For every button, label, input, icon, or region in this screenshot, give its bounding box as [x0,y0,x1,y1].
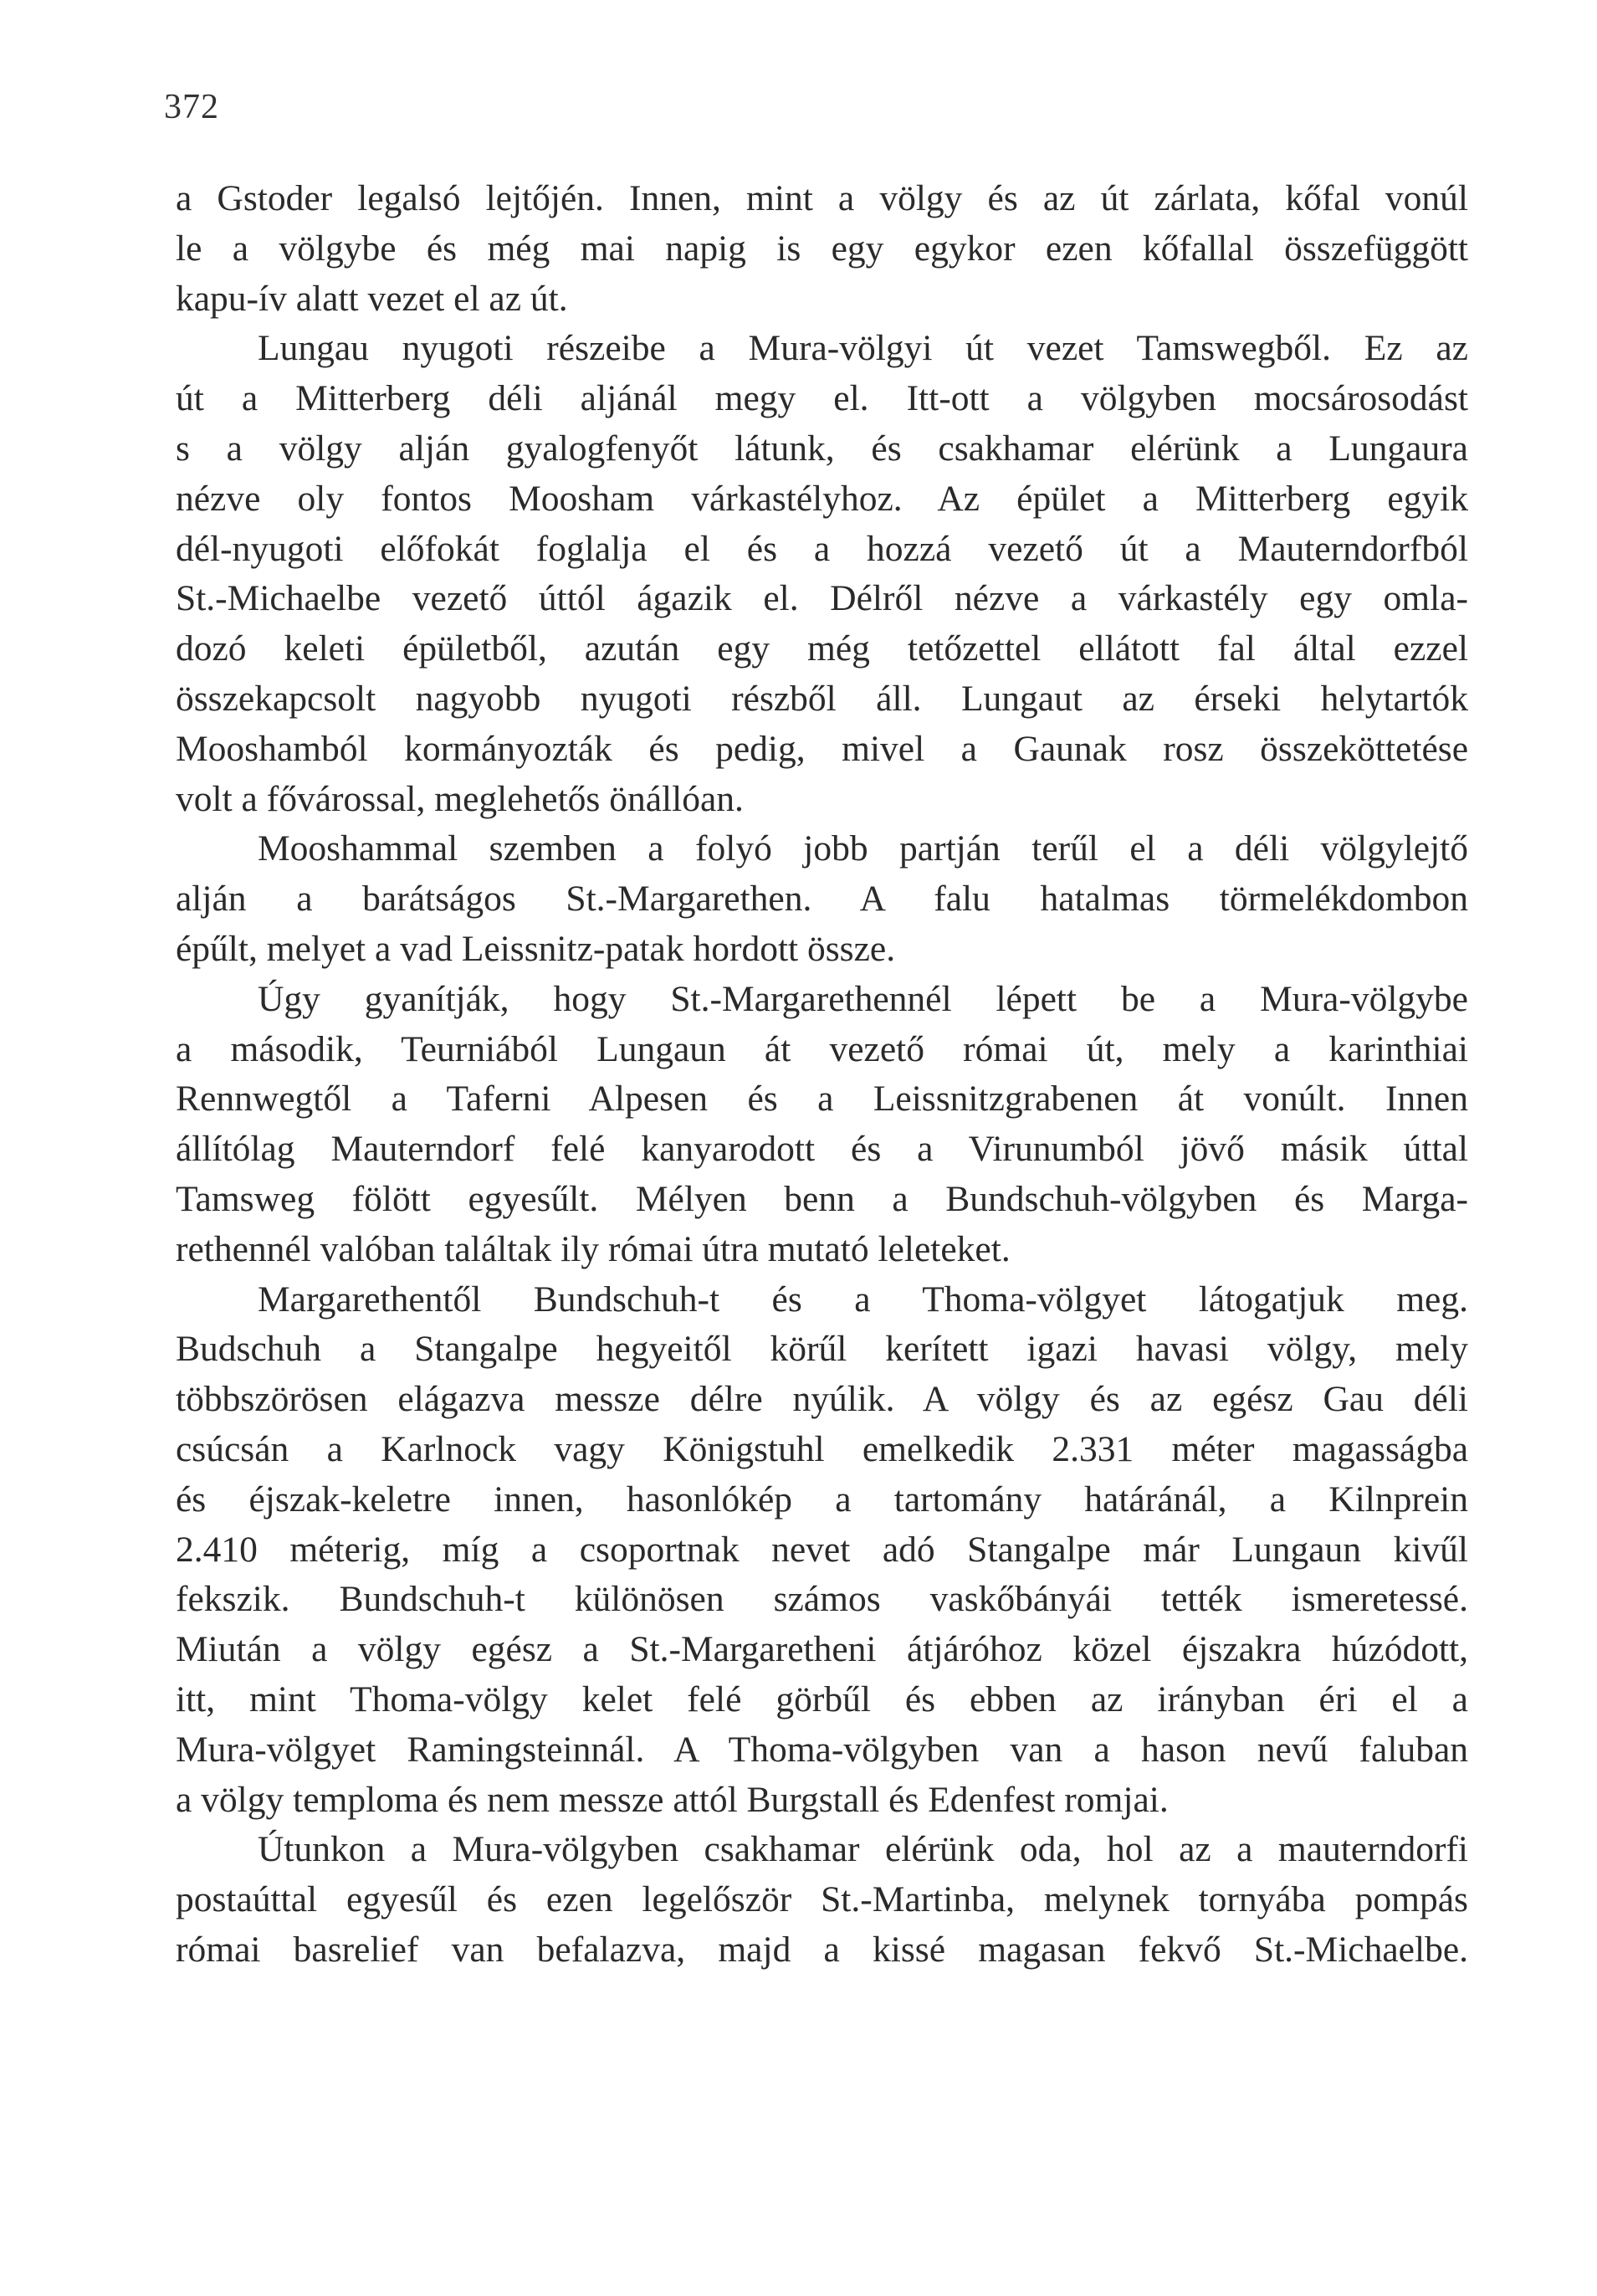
text-line: nézve oly fontos Moosham várkastélyhoz. Az épület a Mitterberg egyik [176,478,1468,519]
page-number: 372 [164,88,219,126]
text-line: rethennél valóban találtak ily római útra mutató leleteket. [176,1228,1011,1269]
text-line: összekapcsolt nagyobb nyugoti részből áll. Lungaut az érseki helytartók [176,678,1468,719]
text-line: s a völgy alján gyalogfenyőt látunk, és csakhamar elérünk a Lungaura [176,428,1468,469]
text-line: Budschuh a Stangalpe hegyeitől körűl kerített igazi havasi völgy, mely [176,1329,1468,1370]
text-line: csúcsán a Karlnock vagy Königstuhl emelkedik 2.331 méter magasságba [176,1428,1468,1469]
text-line: 2.410 méterig, míg a csoportnak nevet adó Stangalpe már Lungaun kivűl [176,1529,1468,1570]
text-line: Lungau nyugoti részeibe a Mura-völgyi út vezet Tamswegből. Ez az [258,328,1468,369]
body-text [176,174,1468,1976]
text-line: Mura-völgyet Ramingsteinnál. A Thoma-völgyben van a hason nevű faluban [176,1729,1468,1770]
text-line: fekszik. Bundschuh-t különösen számos vaskőbányái tették ismeretessé. [176,1579,1468,1620]
text-line: Rennwegtől a Taferni Alpesen és a Leissnitzgrabenen át vonúlt. Innen [176,1079,1468,1120]
text-line: postaúttal egyesűl és ezen legelőször St.-Martinba, melynek tornyába pompás [176,1879,1468,1920]
text-line: dél-nyugoti előfokát foglalja el és a hozzá vezető út a Mauterndorfból [176,528,1468,569]
text-line: Miután a völgy egész a St.-Margaretheni átjáróhoz közel éjszakra húzódott, [176,1629,1468,1670]
text-line: Tamsweg fölött egyesűlt. Mélyen benn a Bundschuh-völgyben és Marga- [176,1178,1468,1219]
text-line: állítólag Mauterndorf felé kanyarodott és a Virunumból jövő másik úttal [176,1129,1468,1170]
text-line: St.-Michaelbe vezető úttól ágazik el. Délről nézve a várkastély egy omla- [176,578,1468,619]
text-line: Úgy gyanítják, hogy St.-Margarethennél lépett be a Mura-völgybe [258,978,1468,1019]
text-line: római basrelief van befalazva, majd a kissé magasan fekvő St.-Michaelbe. [176,1929,1468,1970]
text-line: kapu-ív alatt vezet el az út. [176,278,568,319]
text-line: Mooshamból kormányozták és pedig, mivel a Gaunak rosz összeköttetése [176,728,1468,769]
text-line: a Gstoder legalsó lejtőjén. Innen, mint a völgy és az út zárlata, kőfal vonúl [176,178,1468,218]
text-line: itt, mint Thoma-völgy kelet felé görbűl és ebben az irányban éri el a [176,1678,1468,1719]
text-line: Útunkon a Mura-völgyben csakhamar elérünk oda, hol az a mauterndorfi [258,1829,1468,1870]
text-line: dozó keleti épületből, azután egy még tetőzettel ellátott fal által ezzel [176,628,1468,669]
text-line: épűlt, melyet a vad Leissnitz-patak hordott össze. [176,928,896,969]
text-line: Mooshammal szemben a folyó jobb partján terűl el a déli völgylejtő [258,828,1468,869]
text-line: többszörösen elágazva messze délre nyúlik. A völgy és az egész Gau déli [176,1379,1468,1420]
text-line: alján a barátságos St.-Margarethen. A falu hatalmas törmelékdombon [176,879,1468,920]
text-line: a völgy temploma és nem messze attól Burgstall és Edenfest romjai. [176,1779,1169,1820]
text-line: volt a fővárossal, meglehetős önállóan. [176,778,744,819]
text-line: a második, Teurniából Lungaun át vezető római út, mely a karinthiai [176,1028,1468,1069]
text-line: Margarethentől Bundschuh-t és a Thoma-völgyet látogatjuk meg. [258,1279,1468,1320]
text-line: út a Mitterberg déli aljánál megy el. Itt-ott a völgyben mocsárosodást [176,378,1468,419]
text-line: és éjszak-keletre innen, hasonlókép a tartomány határánál, a Kilnprein [176,1479,1468,1520]
text-line: le a völgybe és még mai napig is egy egykor ezen kőfallal összefüggött [176,228,1468,269]
